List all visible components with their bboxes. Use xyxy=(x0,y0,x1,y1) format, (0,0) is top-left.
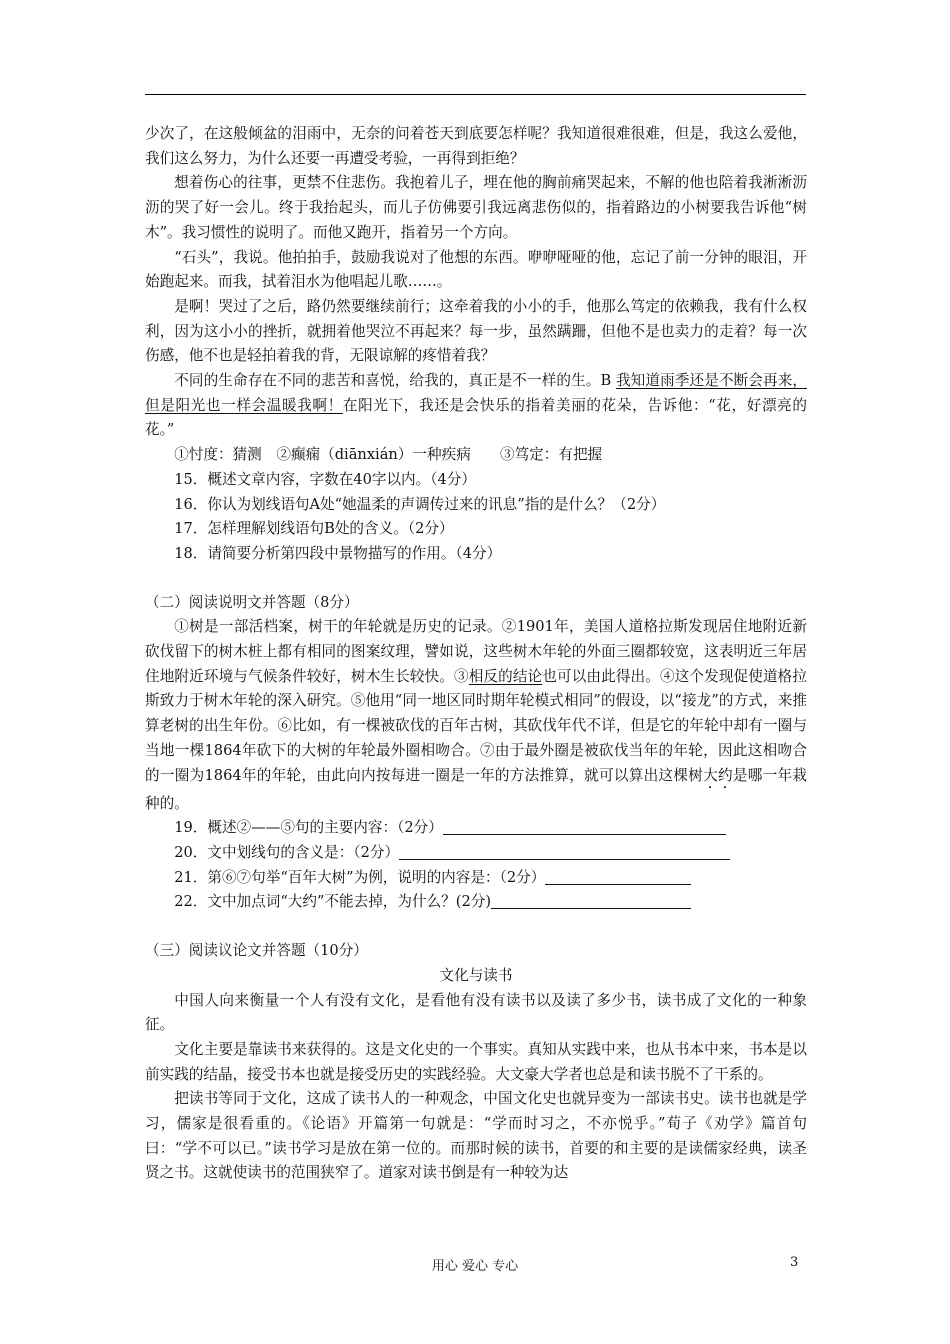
text-span: 也可以由此得出。④这个发现促使道格拉斯致力于树木年轮的深入研究。⑤他用“同一地区同时期年轮模式相同”的假设，以“接龙”的方式，来推算老树的出生年份。⑥比如，有一棵被砍伐的百年古树，其砍伐年代不详，但是它的年轮中却有一圈与当地一棵1864年砍下的大树的年轮最外圈相吻合。⑦由于最外圈是被砍伐当年的年轮，因此这相吻合的一圈为1864年的年轮，由此向内按每进一圈是一年的方法推算，就可以算出这棵树 xyxy=(145,667,807,784)
question-16: 16．你认为划线语句A处“她温柔的声调传过来的讯息”指的是什么？（2分） xyxy=(174,495,666,513)
paragraph: 中国人向来衡量一个人有没有文化，是看他有没有读书以及读了多少书，读书成了文化的一种象征。 xyxy=(145,991,807,1034)
question-text: 19．概述②——⑤句的主要内容：（2分） xyxy=(174,819,443,837)
question-text: 22．文中加点词“大约”不能去掉，为什么？(2分) xyxy=(174,893,492,911)
paragraph: 想着伤心的往事，更禁不住悲伤。我抱着儿子，埋在他的胸前痛哭起来，不解的他也陪着我淅淅沥沥的哭了好一会儿。终于我抬起头，而儿子仿佛要引我远离悲伤似的，指着路边的小树要我告诉他“树木”。我习惯性的说明了。而他又跑开，指着另一个方向。 xyxy=(145,174,807,241)
question-22 xyxy=(145,890,807,915)
question-21 xyxy=(145,866,807,891)
answer-line[interactable] xyxy=(443,818,726,835)
paragraph: 是啊！哭过了之后，路仍然要继续前行；这牵着我的小小的手，他那么笃定的依赖我，我有什么权利，因为这小小的挫折，就拥着他哭泣不再起来？每一步，虽然蹒跚，但他不是也卖力的走着？每一次伤感，他不也是轻拍着我的背，无限谅解的疼惜着我？ xyxy=(145,297,807,365)
text-span: ①树是一部活档案，树干的年轮就是历史的记录。②1901年，美国人道格拉斯发现居住地附近新砍伐留下的树木桩上都有相同的图案纹理，譬如说，这些树木年轮的外面三圈都较宽，这表明近三年居住地附近环境与气候条件较好，树木生长较快。③ xyxy=(145,618,807,685)
question-text: 20．文中划线句的含义是：（2分） xyxy=(174,843,400,861)
question-text: 21．第⑥⑦句举“百年大树”为例，说明的内容是：（2分） xyxy=(174,868,546,886)
essay-title: 文化与读书 xyxy=(439,966,513,984)
page-footer: 用心 爱心 专心 xyxy=(431,1259,519,1274)
text-span: 不同的生命存在不同的悲苦和喜悦，给我的，真正是不一样的生。B xyxy=(174,372,616,390)
answer-line[interactable] xyxy=(399,843,730,860)
spacer xyxy=(145,915,807,939)
header-rule xyxy=(145,94,806,95)
paragraph: 文化主要是靠读书来获得的。这是文化史的一个事实。真知从实践中来，也从书本中来，书本是以前实践的结晶，接受书本也就是接受历史的实践经验。大文豪大学者也总是和读书脱不了干系的。 xyxy=(145,1040,807,1083)
question-20 xyxy=(145,841,807,866)
underlined-sentence-b: 我知道雨季还是不断会再来，但是阳光也一样会温暖我啊！ xyxy=(145,372,807,414)
section-heading: （二）阅读说明文并答题（8分） xyxy=(145,593,359,611)
spacer xyxy=(145,567,807,591)
paragraph: 把读书等同于文化，这成了读书人的一种观念，中国文化史也就异变为一部读书史。读书也就是学习，儒家是很看重的。《论语》开篇第一句就是：“学而时习之，不亦悦乎。”荀子《劝学》篇首句曰：“学不可以已。”读书学习是放在第一位的。而那时候的读书，首要的和主要的是读儒家经典，读圣贤之书。这就使读书的范围狭窄了。道家对读书倒是有一种较为达 xyxy=(145,1090,807,1182)
answer-line[interactable] xyxy=(545,868,691,885)
footnotes: ①忖度：猜测 ②癫痫（diānxián）一种疾病 ③笃定：有把握 xyxy=(174,446,603,464)
dotted-word: 大约 xyxy=(703,766,733,784)
question-15: 15．概述文章内容，字数在40字以内。（4分） xyxy=(174,470,477,488)
paragraph xyxy=(145,369,807,443)
underlined-phrase: 相反的结论 xyxy=(468,667,543,685)
answer-line[interactable] xyxy=(491,892,691,909)
question-19 xyxy=(145,816,807,841)
text-span: 是哪一年栽种的。 xyxy=(145,766,807,812)
paragraph: 少次了，在这般倾盆的泪雨中，无奈的问着苍天到底要怎样呢？我知道很难很难，但是，我这么爱他，我们这么努力，为什么还要一再遭受考验，一再得到拒绝？ xyxy=(145,125,807,167)
section-heading: （三）阅读议论文并答题（10分） xyxy=(145,942,368,960)
paragraph xyxy=(145,615,807,816)
text-span: 在阳光下，我还是会快乐的指着美丽的花朵，告诉他：“花，好漂亮的花。” xyxy=(145,396,807,439)
question-18: 18．请简要分析第四段中景物描写的作用。（4分） xyxy=(174,544,502,562)
question-17: 17．怎样理解划线语句B处的含义。（2分） xyxy=(174,520,454,538)
paragraph: “石头”，我说。他拍拍手，鼓励我说对了他想的东西。咿咿哑哑的他，忘记了前一分钟的眼泪，开始跑起来。而我，拭着泪水为他唱起儿歌……。 xyxy=(145,248,807,291)
document-body xyxy=(145,122,807,1186)
page-number: 3 xyxy=(790,1255,799,1270)
